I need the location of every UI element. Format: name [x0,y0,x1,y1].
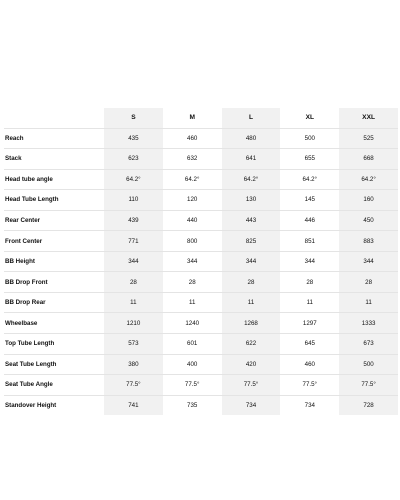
table-cell: 145 [280,190,339,211]
table-row [4,190,398,211]
table-cell: 673 [339,334,398,355]
table-cell: 28 [104,272,163,293]
table-row [4,272,398,293]
table-row [4,395,398,415]
table-cell: 460 [163,128,222,149]
table-cell: 825 [222,231,281,252]
table-cell: 120 [163,190,222,211]
table-cell: 460 [280,354,339,375]
table-cell: 64.2° [339,169,398,190]
table-cell: 77.5° [163,375,222,396]
table-cell: 344 [339,251,398,272]
table-cell: 420 [222,354,281,375]
row-label: BB Drop Front [4,272,104,293]
table-cell: 573 [104,334,163,355]
row-label: Seat Tube Length [4,354,104,375]
table-cell: 77.5° [222,375,281,396]
table-cell: 160 [339,190,398,211]
column-header-l: L [222,108,281,128]
header-empty-cell [4,108,104,128]
table-cell: 601 [163,334,222,355]
table-cell: 622 [222,334,281,355]
column-header-m: M [189,114,195,122]
table-cell: 440 [163,210,222,231]
table-cell: 435 [104,128,163,149]
table-cell: 380 [104,354,163,375]
table-cell: 130 [222,190,281,211]
table-body [4,128,398,415]
table-cell: 771 [104,231,163,252]
row-label: Top Tube Length [4,334,104,355]
table-row [4,313,398,334]
column-header-s: S [104,108,163,128]
table-cell: 668 [339,149,398,170]
table-cell: 623 [104,149,163,170]
table-cell: 450 [339,210,398,231]
row-label: Front Center [4,231,104,252]
table-cell: 11 [104,292,163,313]
column-header-xl: XL [305,114,314,122]
table-cell: 655 [280,149,339,170]
table-cell: 645 [280,334,339,355]
row-label: Head Tube Length [4,190,104,211]
table-cell: 64.2° [163,169,222,190]
table-cell: 11 [222,292,281,313]
table-row [4,354,398,375]
table-cell: 443 [222,210,281,231]
table-row [4,149,398,170]
table-cell: 500 [280,128,339,149]
row-label: Reach [4,128,104,149]
table-cell: 632 [163,149,222,170]
table-cell: 439 [104,210,163,231]
table-cell: 77.5° [339,375,398,396]
table-cell: 728 [339,395,398,415]
table-cell: 480 [222,128,281,149]
table-row [4,231,398,252]
table-cell: 344 [280,251,339,272]
table-header-row [4,108,398,128]
table-row [4,251,398,272]
table-cell: 110 [104,190,163,211]
table-cell: 641 [222,149,281,170]
column-header-xxl: XXL [339,108,398,128]
table-cell: 64.2° [104,169,163,190]
table-row [4,292,398,313]
table-cell: 77.5° [280,375,339,396]
table-cell: 851 [280,231,339,252]
table-cell: 735 [163,395,222,415]
table-row [4,375,398,396]
table-cell: 525 [339,128,398,149]
table-cell: 344 [163,251,222,272]
table-cell: 11 [339,292,398,313]
table-cell: 344 [222,251,281,272]
table-cell: 11 [280,292,339,313]
row-label: Seat Tube Angle [4,375,104,396]
table-cell: 64.2° [222,169,281,190]
table-cell: 883 [339,231,398,252]
table-cell: 1297 [280,313,339,334]
table-cell: 500 [339,354,398,375]
row-label: Standover Height [4,395,104,415]
table-cell: 28 [222,272,281,293]
table-cell: 400 [163,354,222,375]
row-label: BB Drop Rear [4,292,104,313]
table-cell: 11 [163,292,222,313]
row-label: Stack [4,149,104,170]
geometry-table [4,108,398,415]
table-cell: 1240 [163,313,222,334]
table-cell: 77.5° [104,375,163,396]
row-label: Wheelbase [4,313,104,334]
table-cell: 28 [339,272,398,293]
table-cell: 1333 [339,313,398,334]
table-cell: 446 [280,210,339,231]
table-cell: 28 [163,272,222,293]
table-cell: 64.2° [280,169,339,190]
table-cell: 741 [104,395,163,415]
table-cell: 734 [280,395,339,415]
table-row [4,210,398,231]
table-cell: 28 [280,272,339,293]
table-cell: 1268 [222,313,281,334]
table-row [4,169,398,190]
table-row [4,334,398,355]
table-cell: 734 [222,395,281,415]
row-label: BB Height [4,251,104,272]
table-cell: 344 [104,251,163,272]
table-cell: 800 [163,231,222,252]
table-row [4,128,398,149]
row-label: Head tube angle [4,169,104,190]
table-cell: 1210 [104,313,163,334]
row-label: Rear Center [4,210,104,231]
